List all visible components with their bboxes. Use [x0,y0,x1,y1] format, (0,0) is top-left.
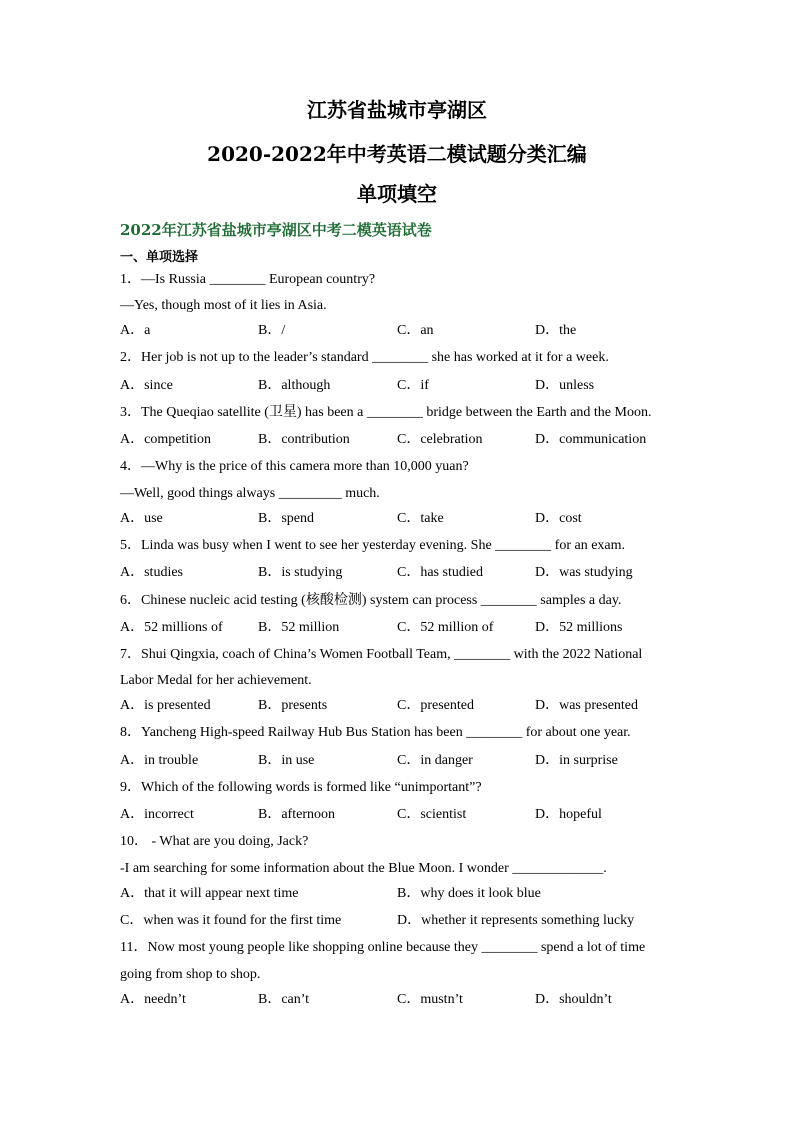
question-10-option-c: C．when was it found for the first time [120,913,342,928]
question-6-option-a: A．52 millions of [120,620,223,635]
question-4-stem-line2: —Well, good things always _________ much. [120,486,380,501]
question-1-stem: 1．—Is Russia ________ European country? [120,272,376,287]
question-10-option-b: B．why does it look blue [397,886,541,901]
question-7-option-a: A．is presented [120,698,211,713]
question-5-stem: 5．Linda was busy when I went to see her yesterday evening. She ________ for an exam. [120,538,626,553]
part-heading: 一、单项选择 [120,250,199,265]
question-8-option-b: B．in use [258,753,315,768]
question-11-option-d: D．shouldn’t [535,992,612,1007]
question-6-option-d: D．52 millions [535,620,623,635]
question-8-option-a: A．in trouble [120,753,199,768]
question-5-option-a: A．studies [120,565,183,580]
question-10-stem-line2: -I am searching for some information about the Blue Moon. I wonder _____________. [120,861,607,876]
question-2-option-d: D．unless [535,378,595,393]
question-11-option-c: C．mustn’t [397,992,463,1007]
question-1-option-a: A．a [120,323,151,338]
question-2-option-b: B．although [258,378,331,393]
question-3-option-a: A．competition [120,432,211,447]
question-9-option-d: D．hopeful [535,807,602,822]
question-7-option-d: D．was presented [535,698,639,713]
question-7-stem-line2: Labor Medal for her achievement. [120,673,312,688]
question-1-option-d: D．the [535,323,577,338]
question-7-option-c: C．presented [397,698,474,713]
question-8-option-c: C．in danger [397,753,473,768]
question-3-option-d: D．communication [535,432,647,447]
question-1-option-c: C．an [397,323,434,338]
question-10-option-a: A．that it will appear next time [120,886,299,901]
question-10-option-d: D．whether it represents something lucky [397,913,635,928]
question-5-option-c: C．has studied [397,565,483,580]
question-3-option-c: C．celebration [397,432,483,447]
question-11-stem-line2: going from shop to shop. [120,967,261,982]
document-title: 江苏省盐城市亭湖区 [307,98,487,122]
question-9-option-a: A．incorrect [120,807,194,822]
question-4-option-c: C．take [397,511,444,526]
exam-section-title: 2022年江苏省盐城市亭湖区中考二模英语试卷 [120,221,432,239]
question-3-option-b: B．contribution [258,432,350,447]
question-11-option-a: A．needn’t [120,992,186,1007]
document-topic: 单项填空 [357,182,437,206]
question-9-stem: 9．Which of the following words is formed like “unimportant”? [120,780,482,795]
question-9-option-c: C．scientist [397,807,467,822]
question-2-stem: 2．Her job is not up to the leader’s standard ________ she has worked at it for a week. [120,350,609,365]
question-11-stem: 11．Now most young people like shopping online because they ________ spend a lot of time [120,940,646,955]
question-3-stem: 3．The Queqiao satellite (卫星) has been a ________ bridge between the Earth and the Moon. [120,405,652,420]
question-6-stem: 6．Chinese nucleic acid testing (核酸检测) system can process ________ samples a day. [120,593,622,608]
question-1-stem-line2: —Yes, though most of it lies in Asia. [120,298,327,313]
question-7-option-b: B．presents [258,698,328,713]
document-subtitle: 2020-2022年中考英语二模试题分类汇编 [207,142,587,166]
question-4-option-d: D．cost [535,511,582,526]
question-4-option-b: B．spend [258,511,314,526]
question-4-stem: 4．—Why is the price of this camera more than 10,000 yuan? [120,459,469,474]
question-2-option-a: A．since [120,378,173,393]
question-8-option-d: D．in surprise [535,753,618,768]
question-1-option-b: B．/ [258,323,286,338]
question-6-option-b: B．52 million [258,620,340,635]
question-2-option-c: C．if [397,378,429,393]
question-10-stem: 10． - What are you doing, Jack? [120,834,309,849]
question-5-option-b: B．is studying [258,565,343,580]
question-9-option-b: B．afternoon [258,807,335,822]
question-7-stem: 7．Shui Qingxia, coach of China’s Women Football Team, ________ with the 2022 National [120,647,643,662]
question-8-stem: 8．Yancheng High-speed Railway Hub Bus Station has been ________ for about one year. [120,725,631,740]
question-5-option-d: D．was studying [535,565,633,580]
question-6-option-c: C．52 million of [397,620,494,635]
question-11-option-b: B．can’t [258,992,310,1007]
question-4-option-a: A．use [120,511,163,526]
